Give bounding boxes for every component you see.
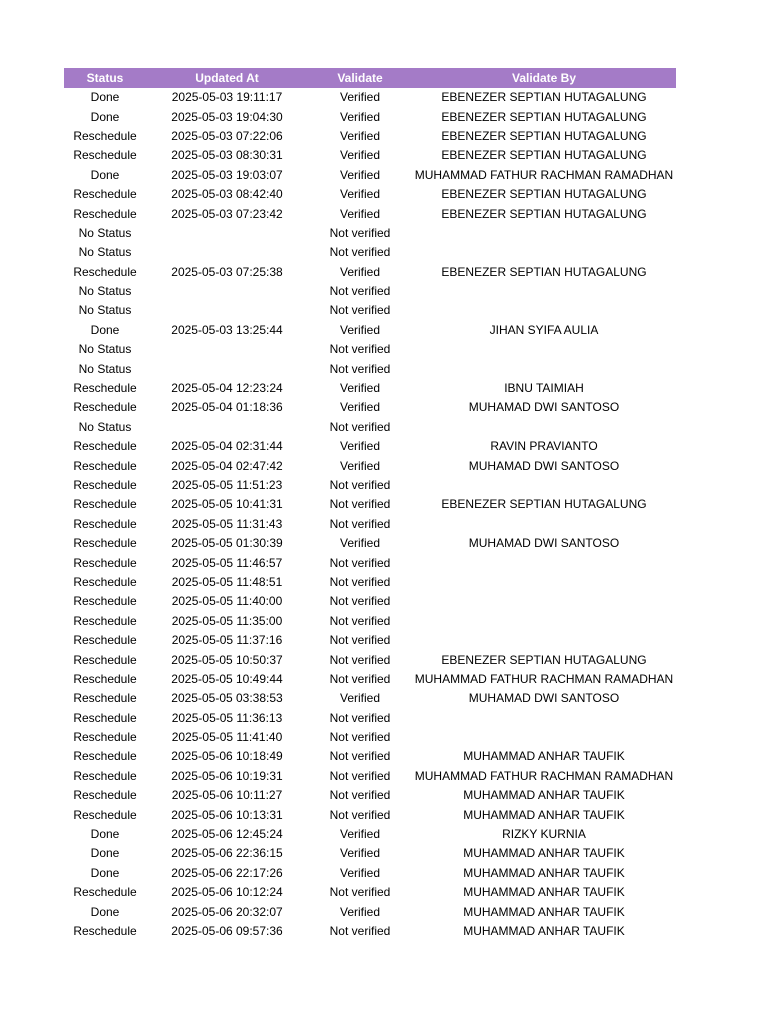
validate-cell: Not verified [329, 516, 391, 531]
validate-cell: Not verified [329, 478, 391, 492]
table-row [64, 670, 676, 689]
table-row [64, 864, 676, 883]
status-cell: Done [90, 846, 120, 861]
validate-by-cell [412, 631, 676, 650]
table-row [64, 573, 676, 592]
validate-by-cell [412, 340, 676, 359]
validate-cell: Verified [339, 846, 381, 861]
updated-at-cell: 2025-05-06 10:19:31 [171, 768, 283, 783]
updated-at-cell: 2025-05-05 01:30:39 [171, 536, 283, 551]
table-row [64, 805, 676, 824]
validate-by-cell: MUHAMMAD ANHAR TAUFIK [463, 923, 625, 938]
status-cell: Reschedule [73, 128, 137, 143]
validate-cell: Not verified [329, 303, 391, 318]
validate-cell: Not verified [329, 613, 391, 628]
validate-by-cell [412, 476, 676, 495]
table-row [64, 844, 676, 863]
status-cell: Reschedule [73, 652, 137, 667]
validate-cell: Not verified [329, 710, 391, 725]
status-cell: Reschedule [73, 768, 137, 783]
validate-by-cell: EBENEZER SEPTIAN HUTAGALUNG [441, 497, 647, 512]
validate-cell: Verified [339, 187, 381, 202]
status-cell: Reschedule [73, 264, 137, 279]
validate-cell: Verified [339, 827, 381, 842]
validate-by-cell: MUHAMMAD ANHAR TAUFIK [463, 807, 625, 822]
validate-cell: Verified [339, 865, 381, 880]
table-row [64, 340, 676, 359]
table-row [64, 515, 676, 534]
validate-by-cell: EBENEZER SEPTIAN HUTAGALUNG [441, 206, 647, 221]
updated-at-cell: 2025-05-05 11:36:13 [171, 710, 283, 725]
status-cell: Done [90, 827, 120, 842]
updated-at-cell: 2025-05-06 10:11:27 [171, 788, 283, 803]
table-header [64, 68, 676, 88]
validate-by-cell: MUHAMAD DWI SANTOSO [468, 458, 620, 473]
updated-at-cell [146, 224, 308, 243]
validate-by-cell: MUHAMAD DWI SANTOSO [468, 400, 620, 415]
updated-at-cell [146, 340, 308, 359]
validate-by-cell [412, 592, 676, 611]
table-row [64, 88, 676, 107]
validate-cell: Verified [339, 128, 381, 143]
status-cell: Reschedule [73, 613, 137, 628]
table-row [64, 592, 676, 611]
validate-cell: Verified [339, 90, 381, 105]
validate-by-cell [412, 282, 676, 301]
validate-by-cell: JIHAN SYIFA AULIA [489, 322, 599, 337]
header-validate: Validate [308, 68, 412, 88]
validate-cell: Not verified [329, 225, 391, 240]
updated-at-cell: 2025-05-05 10:49:44 [171, 671, 283, 686]
status-cell: Reschedule [73, 516, 137, 531]
validate-by-cell: RIZKY KURNIA [502, 827, 586, 842]
status-cell: Reschedule [73, 594, 137, 609]
updated-at-cell: 2025-05-05 11:51:23 [171, 478, 283, 492]
table-row [64, 631, 676, 650]
table-row [64, 282, 676, 301]
validate-by-cell: EBENEZER SEPTIAN HUTAGALUNG [441, 148, 647, 163]
status-cell: Done [90, 904, 120, 919]
validate-by-cell: IBNU TAIMIAH [504, 381, 584, 396]
validate-cell: Verified [339, 109, 381, 124]
status-cell: Reschedule [73, 749, 137, 764]
validate-cell: Not verified [329, 768, 391, 783]
validate-cell: Not verified [329, 284, 391, 299]
updated-at-cell: 2025-05-03 08:42:40 [171, 187, 283, 202]
status-cell: Reschedule [73, 148, 137, 163]
validate-cell: Not verified [329, 342, 391, 357]
status-cell: Reschedule [73, 206, 137, 221]
updated-at-cell: 2025-05-03 19:03:07 [171, 167, 283, 182]
validate-by-cell: MUHAMMAD ANHAR TAUFIK [463, 788, 625, 803]
validate-by-cell [412, 359, 676, 378]
table-row [64, 825, 676, 844]
validate-cell: Verified [339, 439, 381, 454]
validate-cell: Not verified [329, 555, 391, 570]
table-row [64, 786, 676, 805]
status-cell: Done [90, 865, 120, 880]
validate-cell: Verified [339, 904, 381, 919]
validate-by-cell: EBENEZER SEPTIAN HUTAGALUNG [441, 128, 647, 143]
validate-cell: Verified [339, 148, 381, 163]
status-cell: Reschedule [73, 807, 137, 822]
updated-at-cell: 2025-05-03 08:30:31 [171, 148, 283, 163]
updated-at-cell: 2025-05-04 02:31:44 [171, 439, 283, 454]
table-row [64, 301, 676, 320]
validate-cell: Not verified [329, 497, 391, 512]
status-cell: Done [90, 109, 120, 124]
validate-cell: Not verified [329, 885, 391, 900]
validate-by-cell: MUHAMMAD ANHAR TAUFIK [463, 865, 625, 880]
updated-at-cell: 2025-05-05 10:50:37 [171, 652, 283, 667]
status-cell: No Status [78, 303, 132, 318]
table-row [64, 263, 676, 282]
table-row [64, 321, 676, 340]
table-row [64, 902, 676, 921]
table-row [64, 709, 676, 728]
validate-by-cell [412, 612, 676, 631]
validate-by-cell: EBENEZER SEPTIAN HUTAGALUNG [441, 264, 647, 279]
validate-by-cell: MUHAMMAD FATHUR RACHMAN RAMADHAN [414, 671, 674, 686]
table-row [64, 107, 676, 126]
header-row [64, 68, 676, 88]
status-cell: Reschedule [73, 885, 137, 900]
status-cell: Reschedule [73, 400, 137, 415]
validate-cell: Not verified [329, 671, 391, 686]
validate-by-cell: MUHAMMAD ANHAR TAUFIK [463, 904, 625, 919]
status-cell: No Status [78, 284, 132, 299]
table-row [64, 747, 676, 766]
updated-at-cell: 2025-05-03 07:23:42 [171, 206, 283, 221]
validate-by-cell: EBENEZER SEPTIAN HUTAGALUNG [441, 109, 647, 124]
validate-by-cell [412, 728, 676, 747]
validate-cell: Verified [339, 400, 381, 415]
table-row [64, 204, 676, 223]
updated-at-cell: 2025-05-05 11:46:57 [171, 555, 283, 570]
validate-cell: Verified [339, 381, 381, 396]
validate-cell: Not verified [329, 923, 391, 938]
status-cell: No Status [78, 225, 132, 240]
status-cell: Reschedule [73, 574, 137, 589]
validate-cell: Not verified [329, 633, 391, 648]
updated-at-cell: 2025-05-03 07:22:06 [171, 128, 283, 143]
updated-at-cell [146, 359, 308, 378]
status-cell: Reschedule [73, 478, 137, 492]
status-cell: Reschedule [73, 187, 137, 202]
status-cell: Reschedule [73, 458, 137, 473]
updated-at-cell [146, 301, 308, 320]
validate-cell: Verified [339, 322, 381, 337]
updated-at-cell: 2025-05-05 11:41:40 [171, 730, 283, 745]
status-cell: Done [90, 322, 120, 337]
validate-cell: Verified [339, 536, 381, 551]
status-cell: Reschedule [73, 671, 137, 686]
updated-at-cell: 2025-05-05 10:41:31 [171, 497, 283, 512]
table-row [64, 883, 676, 902]
status-cell: No Status [78, 245, 132, 260]
validate-cell: Verified [339, 458, 381, 473]
updated-at-cell: 2025-05-03 19:11:17 [171, 90, 283, 105]
status-cell: No Status [78, 419, 132, 434]
table-row [64, 224, 676, 243]
validate-by-cell [412, 243, 676, 262]
validate-by-cell: MUHAMMAD ANHAR TAUFIK [463, 749, 625, 764]
validate-cell: Not verified [329, 652, 391, 667]
updated-at-cell: 2025-05-05 11:40:00 [171, 594, 283, 609]
validate-by-cell [412, 301, 676, 320]
updated-at-cell [146, 418, 308, 437]
table-row [64, 243, 676, 262]
validation-table [64, 68, 676, 941]
table-row [64, 359, 676, 378]
validate-cell: Not verified [329, 594, 391, 609]
validate-cell: Not verified [329, 807, 391, 822]
validate-by-cell: MUHAMMAD ANHAR TAUFIK [463, 885, 625, 900]
table-row [64, 728, 676, 747]
validate-cell: Not verified [329, 361, 391, 376]
validate-cell: Not verified [329, 749, 391, 764]
table-row [64, 398, 676, 417]
status-cell: Reschedule [73, 691, 137, 706]
updated-at-cell: 2025-05-04 12:23:24 [171, 381, 283, 396]
table-row [64, 456, 676, 475]
status-cell: Done [90, 167, 120, 182]
updated-at-cell: 2025-05-05 11:37:16 [171, 633, 283, 648]
updated-at-cell: 2025-05-05 11:48:51 [171, 574, 283, 589]
validate-cell: Verified [339, 264, 381, 279]
validate-cell: Verified [339, 167, 381, 182]
updated-at-cell: 2025-05-03 19:04:30 [171, 109, 283, 124]
validate-by-cell [412, 709, 676, 728]
status-cell: No Status [78, 361, 132, 376]
header-updated-at: Updated At [146, 68, 308, 88]
validate-cell: Not verified [329, 245, 391, 260]
validate-by-cell: RAVIN PRAVIANTO [490, 439, 598, 454]
table-row [64, 495, 676, 514]
status-cell: Reschedule [73, 710, 137, 725]
status-cell: Done [90, 90, 120, 105]
validate-by-cell: EBENEZER SEPTIAN HUTAGALUNG [441, 187, 647, 202]
updated-at-cell: 2025-05-04 02:47:42 [171, 458, 283, 473]
validate-by-cell: MUHAMMAD ANHAR TAUFIK [463, 846, 625, 861]
table-row [64, 379, 676, 398]
updated-at-cell: 2025-05-06 10:18:49 [171, 749, 283, 764]
updated-at-cell: 2025-05-06 12:45:24 [171, 827, 283, 842]
table-row [64, 437, 676, 456]
updated-at-cell: 2025-05-06 20:32:07 [171, 904, 283, 919]
updated-at-cell: 2025-05-06 10:12:24 [171, 885, 283, 900]
table-row [64, 166, 676, 185]
status-cell: Reschedule [73, 555, 137, 570]
status-cell: Reschedule [73, 633, 137, 648]
updated-at-cell [146, 243, 308, 262]
status-cell: Reschedule [73, 439, 137, 454]
validate-by-cell: EBENEZER SEPTIAN HUTAGALUNG [441, 652, 647, 667]
table-row [64, 650, 676, 669]
updated-at-cell: 2025-05-04 01:18:36 [171, 400, 283, 415]
table-row [64, 553, 676, 572]
updated-at-cell: 2025-05-06 09:57:36 [171, 923, 283, 938]
table-body [64, 88, 676, 941]
table-row [64, 185, 676, 204]
header-status: Status [64, 68, 146, 88]
status-cell: Reschedule [73, 497, 137, 512]
updated-at-cell: 2025-05-06 22:17:26 [171, 865, 283, 880]
updated-at-cell: 2025-05-03 07:25:38 [171, 264, 283, 279]
table-row [64, 689, 676, 708]
data-sheet [64, 68, 676, 941]
validate-cell: Not verified [329, 730, 391, 745]
validate-by-cell: MUHAMAD DWI SANTOSO [468, 691, 620, 706]
status-cell: Reschedule [73, 381, 137, 396]
table-row [64, 767, 676, 786]
validate-cell: Not verified [329, 574, 391, 589]
validate-cell: Verified [339, 691, 381, 706]
validate-by-cell [412, 553, 676, 572]
table-row [64, 476, 676, 495]
updated-at-cell: 2025-05-06 22:36:15 [171, 846, 283, 861]
validate-by-cell: EBENEZER SEPTIAN HUTAGALUNG [441, 90, 647, 105]
table-row [64, 127, 676, 146]
validate-cell: Not verified [329, 419, 391, 434]
status-cell: Reschedule [73, 536, 137, 551]
validate-cell: Verified [339, 206, 381, 221]
table-row [64, 146, 676, 165]
status-cell: No Status [78, 342, 132, 357]
header-validate-by: Validate By [412, 68, 676, 88]
table-row [64, 922, 676, 941]
updated-at-cell: 2025-05-05 11:31:43 [171, 516, 283, 531]
updated-at-cell: 2025-05-03 13:25:44 [171, 322, 283, 337]
validate-by-cell [412, 515, 676, 534]
validate-by-cell: MUHAMMAD FATHUR RACHMAN RAMADHAN [414, 768, 674, 783]
validate-by-cell [412, 224, 676, 243]
validate-by-cell [412, 573, 676, 592]
status-cell: Reschedule [73, 730, 137, 745]
status-cell: Reschedule [73, 788, 137, 803]
updated-at-cell: 2025-05-06 10:13:31 [171, 807, 283, 822]
updated-at-cell: 2025-05-05 11:35:00 [171, 613, 283, 628]
table-row [64, 418, 676, 437]
table-row [64, 612, 676, 631]
validate-by-cell: MUHAMAD DWI SANTOSO [468, 536, 620, 551]
status-cell: Reschedule [73, 923, 137, 938]
validate-by-cell [412, 418, 676, 437]
updated-at-cell [146, 282, 308, 301]
validate-by-cell: MUHAMMAD FATHUR RACHMAN RAMADHAN [414, 167, 674, 182]
table-row [64, 534, 676, 553]
updated-at-cell: 2025-05-05 03:38:53 [171, 691, 283, 706]
validate-cell: Not verified [329, 788, 391, 803]
